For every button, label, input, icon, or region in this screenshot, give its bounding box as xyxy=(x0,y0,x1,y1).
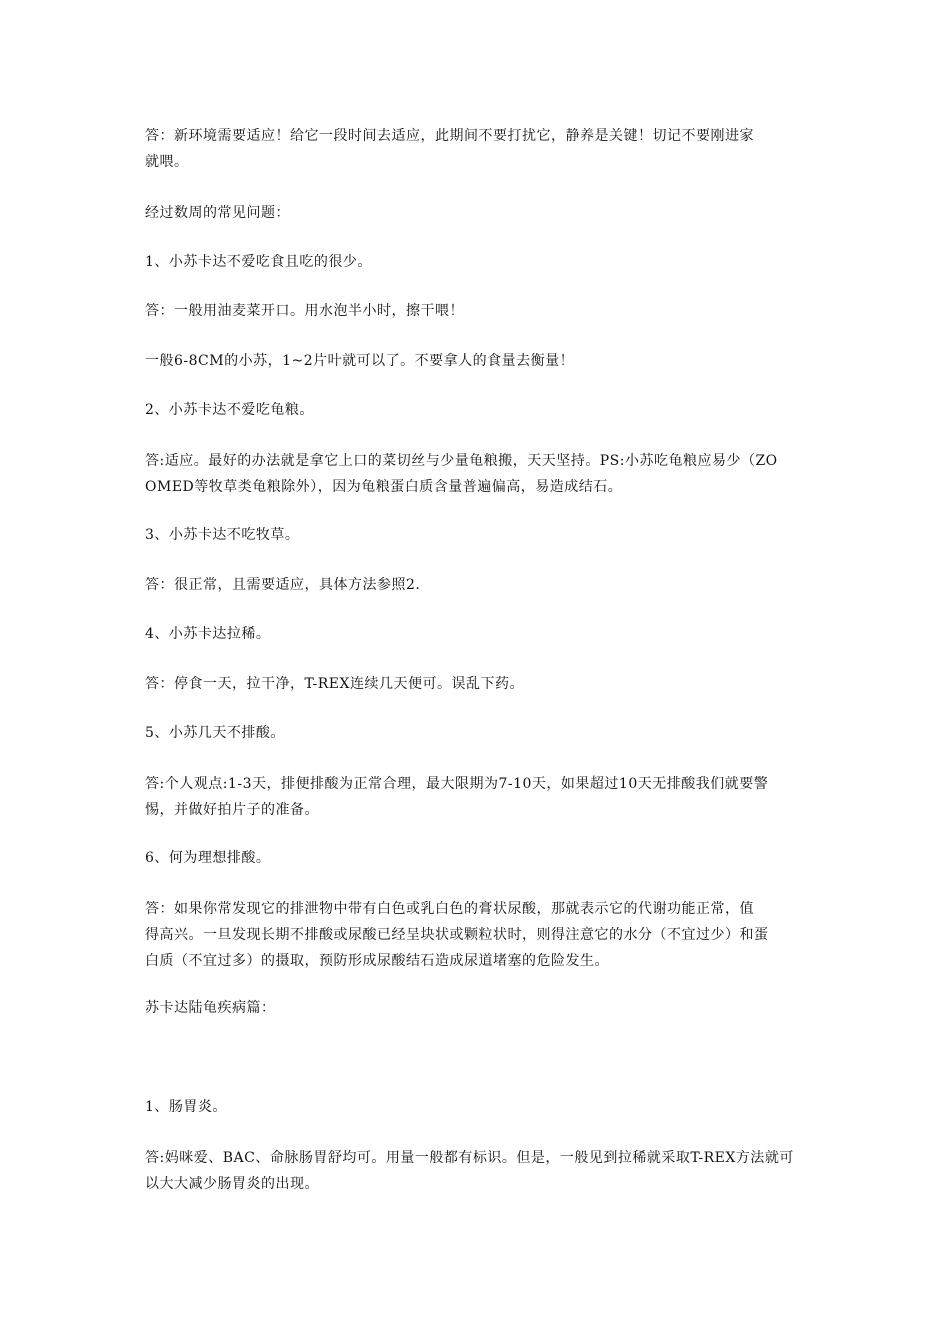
answer-3: 答：很正常，且需要适应，具体方法参照2. xyxy=(145,577,421,593)
question-5: 5、小苏几天不排酸。 xyxy=(145,725,285,741)
question-2: 2、小苏卡达不爱吃龟粮。 xyxy=(145,402,314,418)
disease-answer-1-line-2: 以大大减少肠胃炎的出现。 xyxy=(145,1176,319,1192)
answer-2-line-2: OMED等牧草类龟粮除外），因为龟粮蛋白质含量普遍偏高，易造成结石。 xyxy=(145,479,623,495)
answer-6-line-2: 得高兴。一旦发现长期不排酸或尿酸已经呈块状或颗粒状时，则得注意它的水分（不宜过少）和蛋 xyxy=(145,927,769,943)
answer-6-line-1: 答：如果你常发现它的排泄物中带有白色或乳白色的膏状尿酸，那就表示它的代谢功能正常，值 xyxy=(145,901,754,917)
answer-new-environment-line-1: 答：新环境需要适应！给它一段时间去适应，此期间不要打扰它，静养是关键！切记不要刚进家 xyxy=(145,128,754,144)
question-6: 6、何为理想排酸。 xyxy=(145,850,271,866)
answer-1-line-2: 一般6-8CM的小苏，1~2片叶就可以了。不要拿人的食量去衡量！ xyxy=(145,353,575,369)
answer-1-line-1: 答：一般用油麦菜开口。用水泡半小时，擦干喂！ xyxy=(145,303,464,319)
question-1: 1、小苏卡达不爱吃食且吃的很少。 xyxy=(145,254,372,270)
answer-6-line-3: 白质（不宜过多）的摄取，预防形成尿酸结石造成尿道堵塞的危险发生。 xyxy=(145,953,609,969)
answer-5-line-1: 答:个人观点:1-3天，排便排酸为正常合理，最大限期为7-10天，如果超过10天无排酸我们就要警 xyxy=(145,776,769,792)
question-4: 4、小苏卡达拉稀。 xyxy=(145,626,271,642)
disease-question-1: 1、肠胃炎。 xyxy=(145,1099,227,1115)
section-heading-common-problems: 经过数周的常见问题： xyxy=(145,205,290,221)
answer-5-line-2: 惕，并做好拍片子的准备。 xyxy=(145,802,319,818)
answer-4: 答：停食一天，拉干净，T-REX连续几天便可。误乱下药。 xyxy=(145,676,524,692)
question-3: 3、小苏卡达不吃牧草。 xyxy=(145,527,300,543)
section-heading-diseases: 苏卡达陆龟疾病篇： xyxy=(145,1000,276,1016)
answer-2-line-1: 答:适应。最好的办法就是拿它上口的菜切丝与少量龟粮搬，天天坚持。PS:小苏吃龟粮应易少（ZO xyxy=(145,453,778,469)
answer-new-environment-line-2: 就喂。 xyxy=(145,154,189,170)
disease-answer-1-line-1: 答:妈咪爱、BAC、命脉肠胃舒均可。用量一般都有标识。但是，一般见到拉稀就采取T-REX方法就可 xyxy=(145,1150,794,1166)
